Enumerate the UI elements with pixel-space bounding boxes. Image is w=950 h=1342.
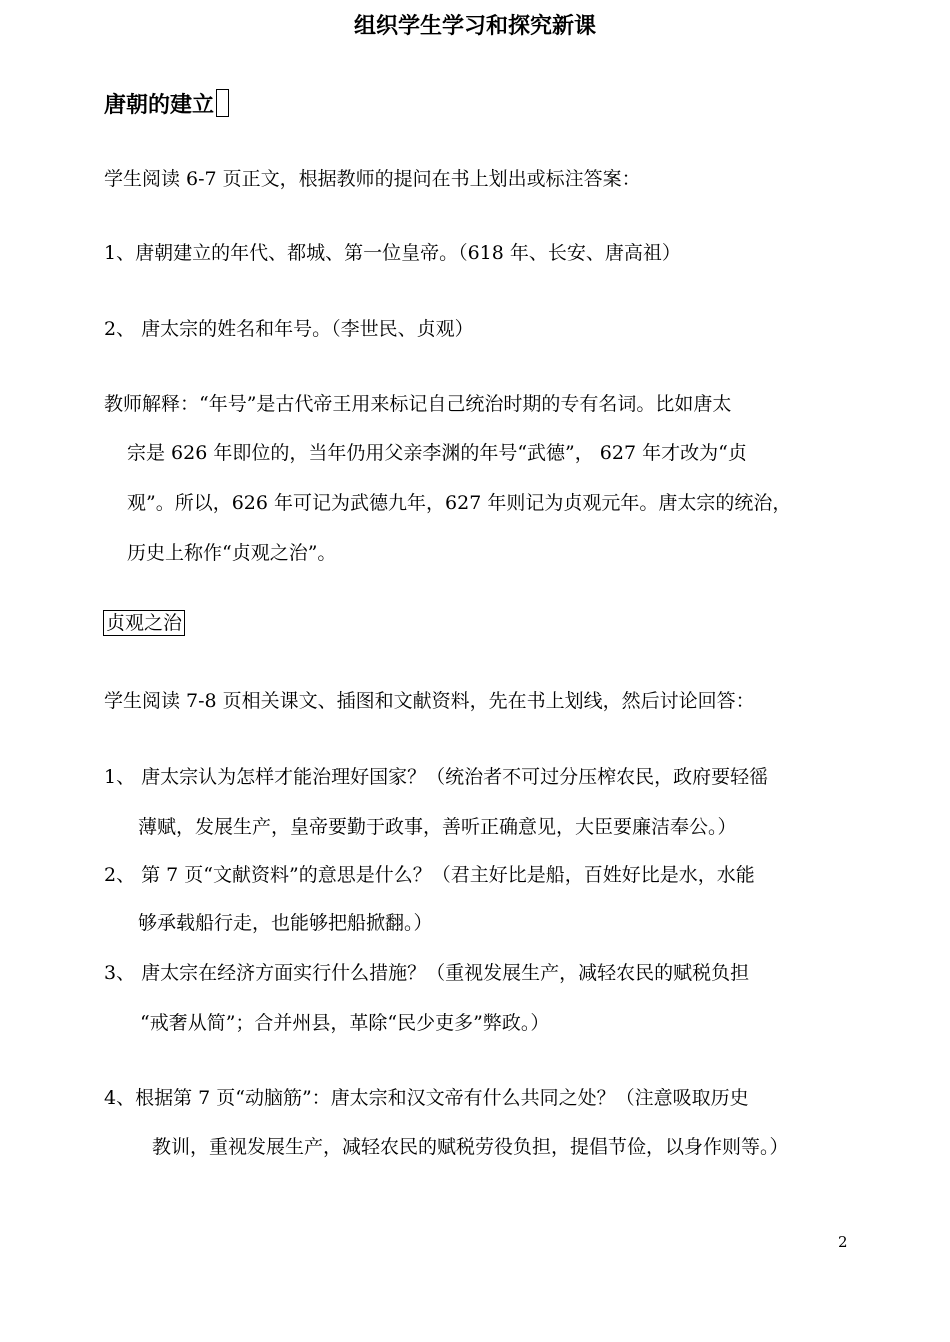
discussion-question-line: “戒奢从简”；合并州县，革除“民少吏多”弊政。） bbox=[140, 1012, 550, 1034]
discussion-question-line: 教训，重视发展生产，减轻农民的赋税劳役负担，提倡节俭，以身作则等。） bbox=[152, 1136, 789, 1158]
discussion-question-line: 3、 唐太宗在经济方面实行什么措施？（重视发展生产，减轻农民的赋税负担 bbox=[104, 962, 750, 984]
question-founding: 1、唐朝建立的年代、都城、第一位皇帝。（618 年、长安、唐高祖） bbox=[104, 242, 681, 264]
page-number: 2 bbox=[838, 1233, 848, 1251]
section-heading-text: 唐朝的建立 bbox=[104, 93, 215, 118]
discussion-question-line: 够承载船行走，也能够把船掀翻。） bbox=[138, 912, 433, 934]
discussion-instruction: 学生阅读 7-8 页相关课文、插图和文献资料，先在书上划线，然后讨论回答： bbox=[104, 690, 755, 712]
section-heading-zhenguan: 贞观之治 bbox=[103, 610, 185, 636]
discussion-question-line: 薄赋，发展生产，皇帝要勤于政事，善听正确意见，大臣要廉洁奉公。） bbox=[138, 816, 737, 838]
teacher-explanation-line: 历史上称作“贞观之治”。 bbox=[127, 542, 337, 564]
discussion-question-line: 1、 唐太宗认为怎样才能治理好国家？（统治者不可过分压榨农民，政府要轻徭 bbox=[104, 766, 769, 788]
teacher-explanation-line: 教师解释：“年号”是古代帝王用来标记自己统治时期的专有名词。比如唐太 bbox=[104, 393, 732, 415]
document-title: 组织学生学习和探究新课 bbox=[353, 14, 596, 39]
reading-instruction: 学生阅读 6-7 页正文，根据教师的提问在书上划出或标注答案： bbox=[104, 168, 641, 190]
discussion-question-line: 2、 第 7 页“文献资料”的意思是什么？（君主好比是船，百姓好比是水，水能 bbox=[104, 864, 755, 886]
teacher-explanation-line: 观”。所以，626 年可记为武德九年，627 年则记为贞观元年。唐太宗的统治， bbox=[127, 492, 792, 514]
teacher-explanation-line: 宗是 626 年即位的，当年仍用父亲李渊的年号“武德”， 627 年才改为“贞 bbox=[127, 442, 747, 464]
question-taizong-name: 2、 唐太宗的姓名和年号。（李世民、贞观） bbox=[104, 318, 474, 340]
section-heading-tang-founding bbox=[104, 88, 229, 119]
placeholder-box-icon bbox=[216, 89, 229, 117]
discussion-question-line: 4、根据第 7 页“动脑筋”：唐太宗和汉文帝有什么共同之处？（注意吸取历史 bbox=[104, 1087, 749, 1109]
